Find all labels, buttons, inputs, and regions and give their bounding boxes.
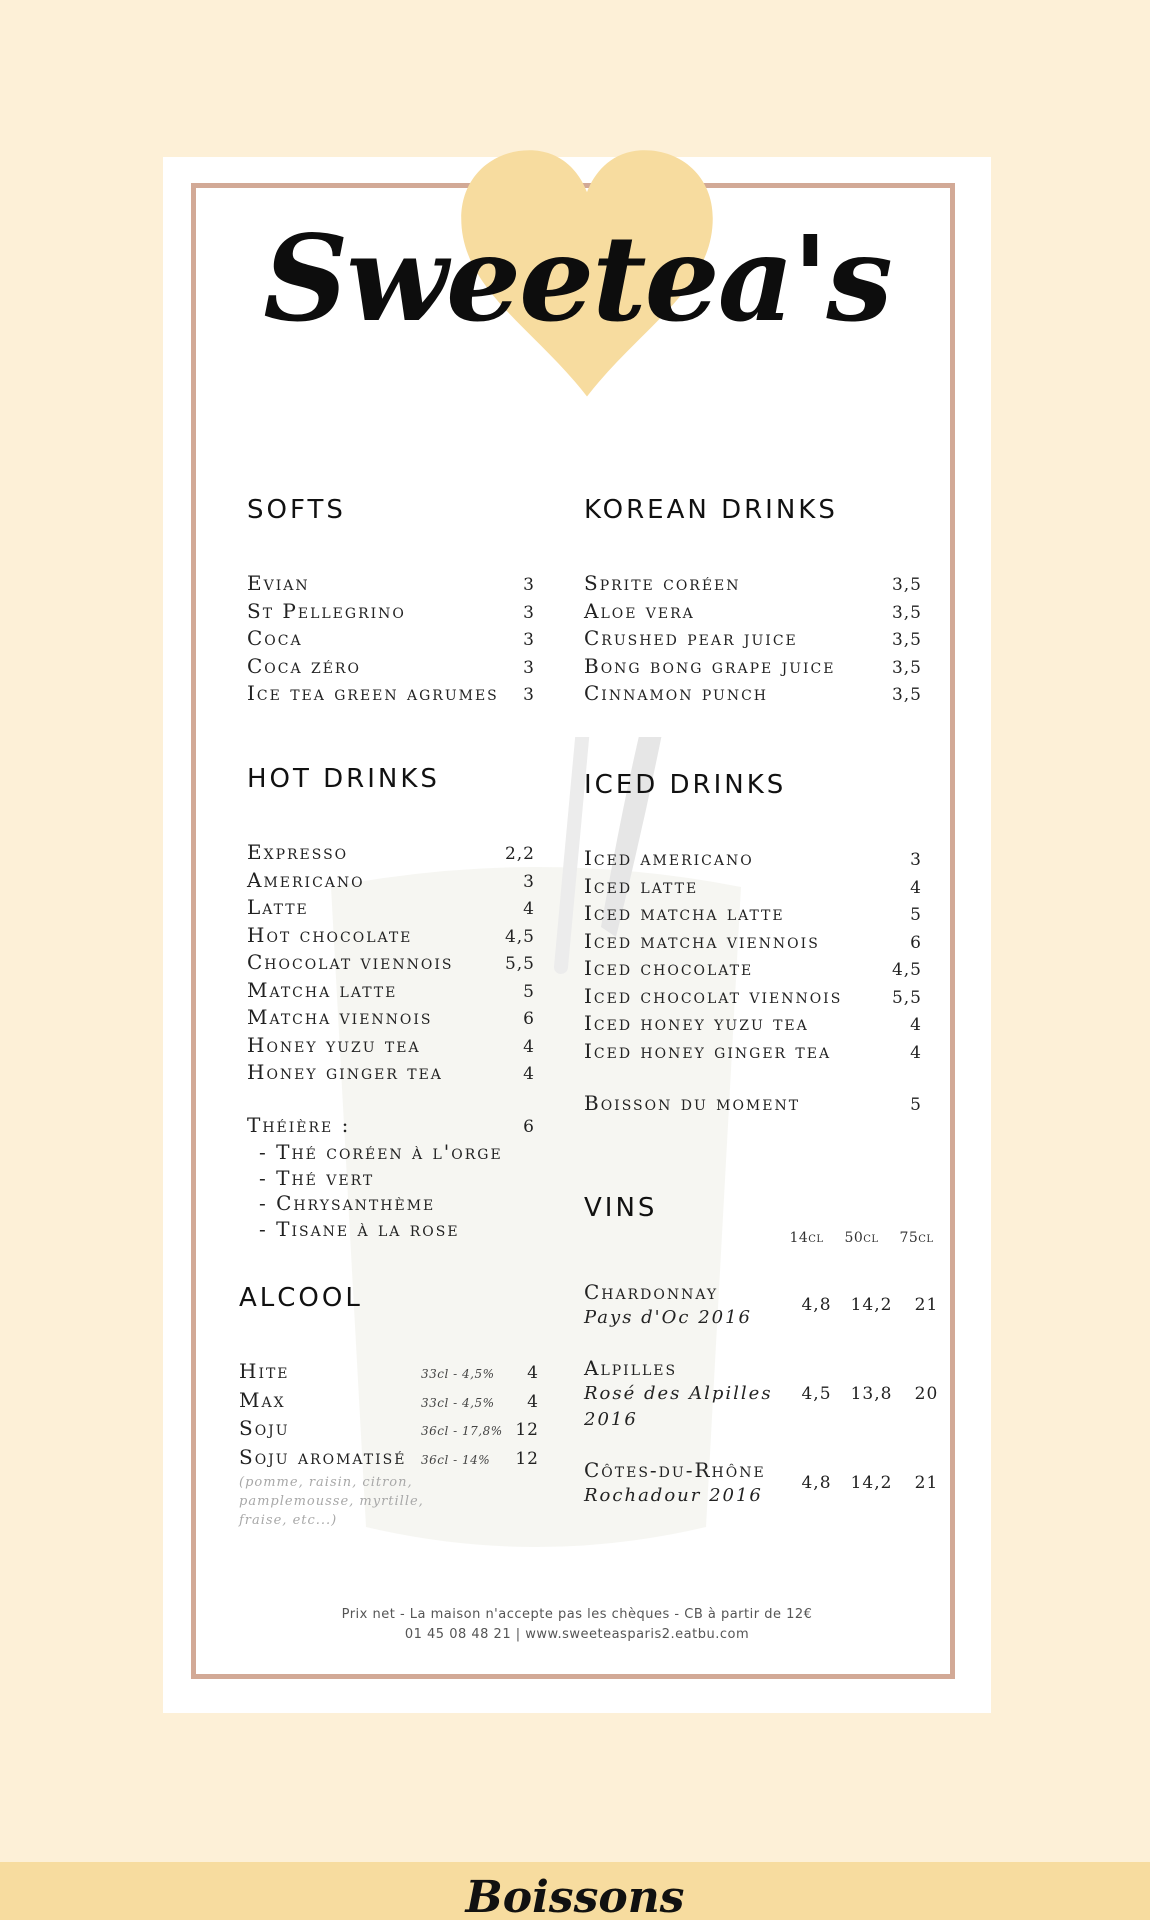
alcool-title: ALCOOL bbox=[239, 1283, 363, 1313]
menu-item: Iced matcha latte 5 bbox=[584, 901, 922, 925]
vins-title: VINS bbox=[584, 1193, 658, 1223]
menu-item: Honey yuzu tea 4 bbox=[247, 1032, 535, 1057]
size-label: 14cl bbox=[789, 1230, 824, 1246]
wine-item: Côtes-du-Rhône Rochadour 2016 4,8 14,2 21 bbox=[584, 1458, 939, 1506]
menu-item: Crushed pear juice 3,5 bbox=[584, 626, 922, 650]
menu-item: Coca zéro 3 bbox=[247, 653, 535, 678]
special-drink-item: Boisson du moment 5 bbox=[584, 1091, 922, 1115]
menu-item: Iced honey yuzu tea 4 bbox=[584, 1011, 922, 1035]
iced-drinks-title: ICED DRINKS bbox=[584, 770, 787, 800]
teapot-item: Théière : 6 bbox=[247, 1112, 535, 1137]
menu-item: Iced chocolate 4,5 bbox=[584, 956, 922, 980]
brand-logo: Sweetea's bbox=[263, 209, 891, 348]
alcool-item: Max 33cl - 4,5% 4 bbox=[239, 1387, 539, 1412]
hot-drinks-title: HOT DRINKS bbox=[247, 764, 440, 794]
page-label-bar bbox=[0, 1862, 1150, 1920]
teapot-option: - Thé coréen à l'orge bbox=[259, 1140, 503, 1164]
menu-item: Evian 3 bbox=[247, 571, 535, 595]
size-label: 75cl bbox=[899, 1230, 934, 1246]
menu-item: Hot chocolate 4,5 bbox=[247, 922, 535, 947]
menu-item: Americano 3 bbox=[247, 867, 535, 892]
menu-item: Ice tea green agrumes 3 bbox=[247, 681, 535, 705]
korean-drinks-section bbox=[584, 495, 922, 709]
iced-drinks-section bbox=[584, 770, 922, 1119]
menu-item: St Pellegrino 3 bbox=[247, 598, 535, 623]
menu-item: Aloe vera 3,5 bbox=[584, 598, 922, 623]
menu-item: Expresso 2,2 bbox=[247, 840, 535, 864]
menu-item: Iced matcha viennois 6 bbox=[584, 928, 922, 953]
teapot-option: - Tisane à la rose bbox=[259, 1216, 460, 1241]
menu-item: Iced chocolat viennois 5,5 bbox=[584, 983, 922, 1008]
menu-item: Cinnamon punch 3,5 bbox=[584, 681, 922, 705]
menu-card bbox=[163, 157, 991, 1713]
alcool-section bbox=[239, 1283, 539, 1530]
menu-footer bbox=[163, 1605, 991, 1645]
page-label: Boissons bbox=[465, 1872, 685, 1920]
menu-item: Coca 3 bbox=[247, 626, 535, 650]
menu-item: Latte 4 bbox=[247, 895, 535, 919]
vins-size-header bbox=[779, 1230, 944, 1246]
menu-item: Bong bong grape juice 3,5 bbox=[584, 653, 922, 678]
size-label: 50cl bbox=[844, 1230, 879, 1246]
footer-contact: 01 45 08 48 21 | www.sweeteasparis2.eatbu.com bbox=[404, 1627, 750, 1642]
menu-item: Honey ginger tea 4 bbox=[247, 1060, 535, 1084]
wine-item: Chardonnay Pays d'Oc 2016 4,8 14,2 21 bbox=[584, 1280, 939, 1328]
wine-item: Alpilles Rosé des Alpilles 2016 4,5 13,8 20 bbox=[584, 1356, 939, 1430]
alcool-flavors-note: (pomme, raisin, citron, pamplemousse, myrtille, fraise, etc...) bbox=[239, 1475, 424, 1528]
alcool-item: Soju 36cl - 17,8% 12 bbox=[239, 1416, 539, 1440]
hot-drinks-section bbox=[247, 764, 535, 1242]
teapot-option: - Thé vert bbox=[259, 1165, 375, 1190]
menu-item: Sprite coréen 3,5 bbox=[584, 571, 922, 595]
softs-title: SOFTS bbox=[247, 495, 346, 525]
alcool-item: Hite 33cl - 4,5% 4 bbox=[239, 1359, 539, 1383]
menu-item: Matcha latte 5 bbox=[247, 977, 535, 1002]
menu-item: Iced latte 4 bbox=[584, 873, 922, 898]
alcool-item: Soju aromatisé 36cl - 14% 12 bbox=[239, 1444, 539, 1469]
menu-item: Chocolat viennois 5,5 bbox=[247, 950, 535, 974]
korean-drinks-title: KOREAN DRINKS bbox=[584, 495, 838, 525]
footer-payment-note: Prix net - La maison n'accepte pas les chèques - CB à partir de 12€ bbox=[341, 1607, 813, 1622]
menu-item: Iced americano 3 bbox=[584, 846, 922, 870]
teapot-option: - Chrysanthème bbox=[259, 1191, 436, 1215]
menu-item: Matcha viennois 6 bbox=[247, 1005, 535, 1029]
menu-item: Iced honey ginger tea 4 bbox=[584, 1038, 922, 1063]
softs-section bbox=[247, 495, 535, 709]
